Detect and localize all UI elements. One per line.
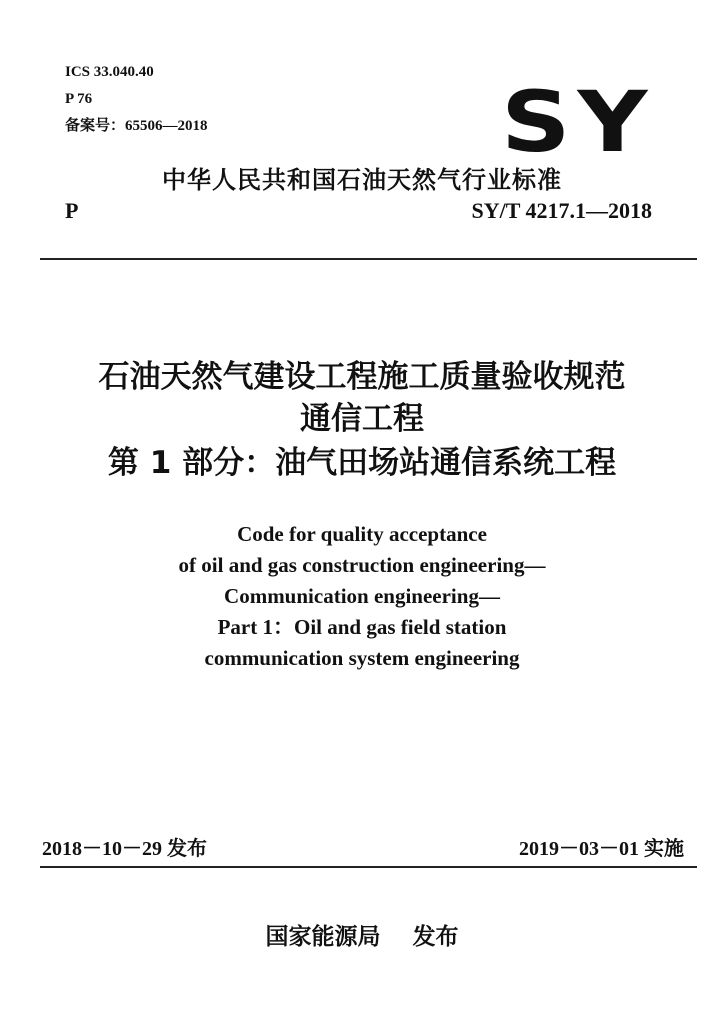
english-title-line-3: Communication engineering— xyxy=(224,584,500,608)
sy-logo: SY xyxy=(500,73,654,171)
chinese-title-line-2: 通信工程 xyxy=(300,401,424,437)
english-title xyxy=(0,519,724,674)
record-number: 备案号：65506—2018 xyxy=(65,118,208,134)
classification-code: P xyxy=(65,198,79,223)
implementation-date: 2019－03－01 实施 xyxy=(519,838,684,860)
p-code: P 76 xyxy=(65,91,93,107)
standard-number: SY/T 4217.1—2018 xyxy=(471,198,652,223)
publisher-line xyxy=(0,918,724,951)
bottom-divider xyxy=(40,866,697,868)
english-title-line-1: Code for quality acceptance xyxy=(237,522,487,546)
publish-label: 发布 xyxy=(412,924,459,950)
publisher-name: 国家能源局 xyxy=(265,924,381,950)
top-divider xyxy=(40,258,697,260)
issue-date: 2018－10－29 发布 xyxy=(42,838,207,860)
english-title-line-5: communication system engineering xyxy=(204,646,520,670)
english-title-line-2: of oil and gas construction engineering— xyxy=(178,553,546,577)
chinese-title-line-1: 石油天然气建设工程施工质量验收规范 xyxy=(98,359,626,395)
english-title-line-4: Part 1：Oil and gas field station xyxy=(217,615,507,639)
chinese-title-line-3: 第 1 部分：油气田场站通信系统工程 xyxy=(107,445,617,481)
standard-category-title: 中华人民共和国石油天然气行业标准 xyxy=(162,166,562,194)
ics-code: ICS 33.040.40 xyxy=(65,64,154,80)
